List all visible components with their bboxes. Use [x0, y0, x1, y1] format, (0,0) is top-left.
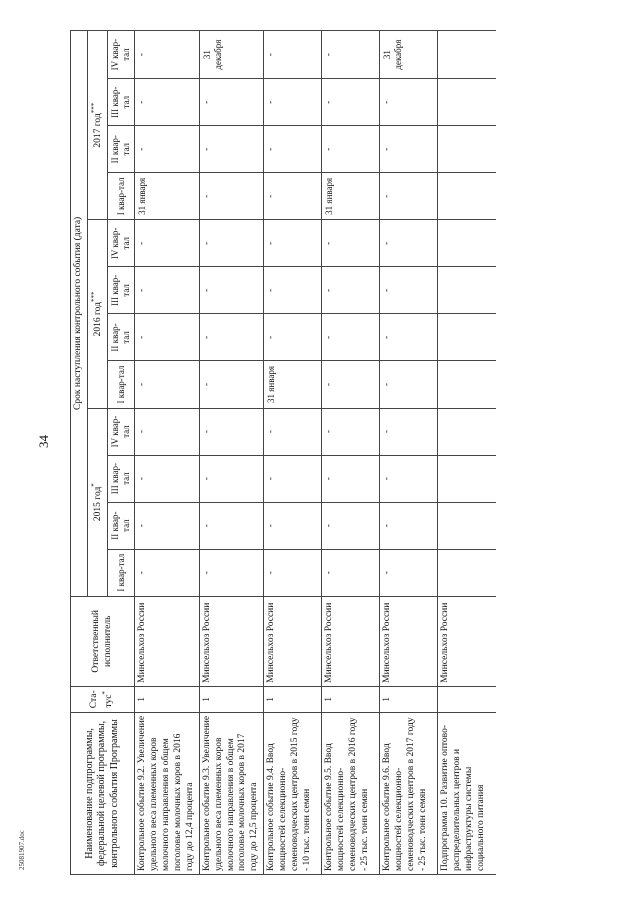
header-quarter-1-0: I квар-тал [107, 361, 135, 408]
row-quarter-cell: - [135, 126, 199, 173]
row-name-cell: Контрольное событие 9.6. Ввод мощностей селекционно-семеноводческих центров в 2017 году - 25 тыс. тонн семян [380, 712, 438, 874]
row-quarter-cell: - [264, 502, 322, 549]
row-executor-cell: Минсельхоз России [199, 596, 263, 686]
row-status-cell: 1 [199, 686, 263, 712]
row-quarter-cell: - [264, 408, 322, 455]
header-quarter-0-3: IV квар-тал [107, 408, 135, 455]
row-quarter-cell: - [380, 126, 438, 173]
row-quarter-cell: - [264, 126, 322, 173]
row-quarter-cell: 31 января [135, 173, 199, 220]
row-executor-cell: Минсельхоз России [438, 596, 496, 686]
row-quarter-cell: - [199, 267, 263, 314]
row-quarter-cell: - [264, 455, 322, 502]
row-quarter-cell: - [380, 549, 438, 596]
header-quarter-0-0: I квар-тал [107, 549, 135, 596]
header-quarter-1-2: III квар-тал [107, 267, 135, 314]
table-row [380, 31, 438, 875]
row-quarter-cell: - [264, 267, 322, 314]
row-quarter-cell: - [322, 408, 380, 455]
header-year-0 [87, 408, 107, 596]
table-row [264, 31, 322, 875]
row-quarter-cell [438, 267, 496, 314]
header-year-label: 2015 год [93, 486, 104, 522]
row-quarter-cell: - [380, 361, 438, 408]
row-quarter-cell: - [264, 79, 322, 126]
row-quarter-cell: - [380, 267, 438, 314]
row-quarter-cell [438, 314, 496, 361]
row-quarter-cell: - [322, 502, 380, 549]
table-row [322, 31, 380, 875]
row-quarter-cell [438, 126, 496, 173]
row-quarter-cell: - [322, 455, 380, 502]
row-quarter-cell: 31 января [264, 361, 322, 408]
row-quarter-cell: - [380, 408, 438, 455]
row-status-cell [438, 686, 496, 712]
row-quarter-cell: - [199, 79, 263, 126]
table-row [438, 31, 496, 875]
row-quarter-cell: - [322, 79, 380, 126]
row-status-cell: 1 [264, 686, 322, 712]
row-name-cell: Контрольное событие 9.4. Ввод мощностей селекционно-семеноводческих центров в 2015 году - 10 тыс. тонн семян [264, 712, 322, 874]
header-status-label: Ста-тус [89, 690, 115, 709]
header-executor-column: Ответственный исполнитель [71, 596, 135, 686]
row-status-cell: 1 [135, 686, 199, 712]
row-quarter-cell [438, 549, 496, 596]
row-quarter-cell: - [199, 361, 263, 408]
header-quarter-1-3: IV квар-тал [107, 220, 135, 267]
row-quarter-cell: - [322, 549, 380, 596]
row-quarter-cell: - [380, 502, 438, 549]
header-quarter-0-2: III квар-тал [107, 455, 135, 502]
row-quarter-cell: - [135, 408, 199, 455]
header-year-label: 2017 год [93, 113, 104, 148]
header-year-2 [87, 31, 107, 220]
row-executor-cell: Минсельхоз России [322, 596, 380, 686]
row-quarter-cell: - [199, 314, 263, 361]
row-quarter-cell: - [199, 126, 263, 173]
row-executor-cell: Минсельхоз России [135, 596, 199, 686]
table-row [199, 31, 263, 875]
row-quarter-cell: - [199, 455, 263, 502]
row-quarter-cell: - [199, 173, 263, 220]
row-status-cell: 1 [380, 686, 438, 712]
row-quarter-cell: - [135, 314, 199, 361]
header-year-mark: *** [89, 102, 98, 114]
row-quarter-cell: - [322, 361, 380, 408]
row-quarter-cell [438, 455, 496, 502]
row-executor-cell: Минсельхоз России [264, 596, 322, 686]
header-deadline-column: Срок наступления контрольного события (дата) [71, 31, 88, 597]
row-quarter-cell: - [264, 220, 322, 267]
row-name-cell: Контрольное событие 9.2. Увеличение удельного веса племенных коров молочного направления в общем поголовье молочных коров в 2016 году до 12,4 процента [135, 712, 199, 874]
document-file-code: 25081907.doc [18, 830, 26, 870]
row-quarter-cell: - [264, 314, 322, 361]
page-number: 34 [36, 435, 51, 448]
row-quarter-cell: - [380, 455, 438, 502]
row-quarter-cell: - [199, 408, 263, 455]
row-quarter-cell: - [199, 549, 263, 596]
row-quarter-cell: - [264, 31, 322, 79]
header-quarter-2-1: II квар-тал [107, 126, 135, 173]
table-header [71, 31, 135, 875]
row-name-cell: Контрольное событие 9.3. Увеличение удельного веса племенных коров молочного направления в общем поголовье молочных коров в 2017 году до 12,5 процента [199, 712, 263, 874]
header-year-1 [87, 220, 107, 408]
row-quarter-cell: - [135, 267, 199, 314]
control-events-table [70, 30, 496, 875]
row-quarter-cell [438, 220, 496, 267]
header-status-column [71, 686, 135, 712]
header-name-column: Наименование подпрограммы, федеральной целевой программы, контрольного события Программы [71, 712, 135, 874]
row-executor-cell: Минсельхоз России [380, 596, 438, 686]
header-quarter-2-2: III квар-тал [107, 79, 135, 126]
row-quarter-cell: - [135, 361, 199, 408]
row-quarter-cell: - [322, 220, 380, 267]
row-quarter-cell: - [322, 126, 380, 173]
row-quarter-cell: - [135, 502, 199, 549]
row-quarter-cell: - [322, 267, 380, 314]
header-quarter-2-0: I квар-тал [107, 173, 135, 220]
row-name-cell: Контрольное событие 9.5. Ввод мощностей селекционно-семеноводческих центров в 2016 году - 25 тыс. тонн семян [322, 712, 380, 874]
row-quarter-cell: - [135, 549, 199, 596]
row-quarter-cell: - [199, 220, 263, 267]
header-quarter-2-3: IV квар-тал [107, 31, 135, 79]
row-quarter-cell [438, 408, 496, 455]
row-quarter-cell: - [199, 502, 263, 549]
rotated-table-stage [70, 30, 576, 875]
row-quarter-cell: - [264, 173, 322, 220]
row-quarter-cell [438, 79, 496, 126]
row-quarter-cell: - [135, 455, 199, 502]
header-quarter-0-1: II квар-тал [107, 502, 135, 549]
row-quarter-cell: - [264, 549, 322, 596]
header-status-mark: * [101, 691, 110, 695]
row-quarter-cell: - [322, 31, 380, 79]
header-year-label: 2016 год [93, 302, 104, 337]
row-quarter-cell: 31 декабря [199, 31, 263, 79]
header-year-mark: *** [89, 291, 98, 303]
row-quarter-cell: - [380, 220, 438, 267]
row-quarter-cell: - [322, 314, 380, 361]
row-quarter-cell: - [380, 79, 438, 126]
row-quarter-cell: - [135, 79, 199, 126]
row-quarter-cell: - [135, 220, 199, 267]
row-status-cell: 1 [322, 686, 380, 712]
row-quarter-cell [438, 502, 496, 549]
row-quarter-cell: - [380, 173, 438, 220]
table-row [135, 31, 199, 875]
row-name-cell: Подпрограмма 10. Развитие оптово-распределительных центров и инфраструктуры системы социального питания [438, 712, 496, 874]
row-quarter-cell [438, 173, 496, 220]
row-quarter-cell [438, 361, 496, 408]
header-year-mark: * [89, 483, 98, 487]
header-quarter-1-1: II квар-тал [107, 314, 135, 361]
table-body [135, 31, 496, 875]
row-quarter-cell: - [135, 31, 199, 79]
row-quarter-cell: 31 декабря [380, 31, 438, 79]
row-quarter-cell [438, 31, 496, 79]
row-quarter-cell: 31 января [322, 173, 380, 220]
row-quarter-cell: - [380, 314, 438, 361]
